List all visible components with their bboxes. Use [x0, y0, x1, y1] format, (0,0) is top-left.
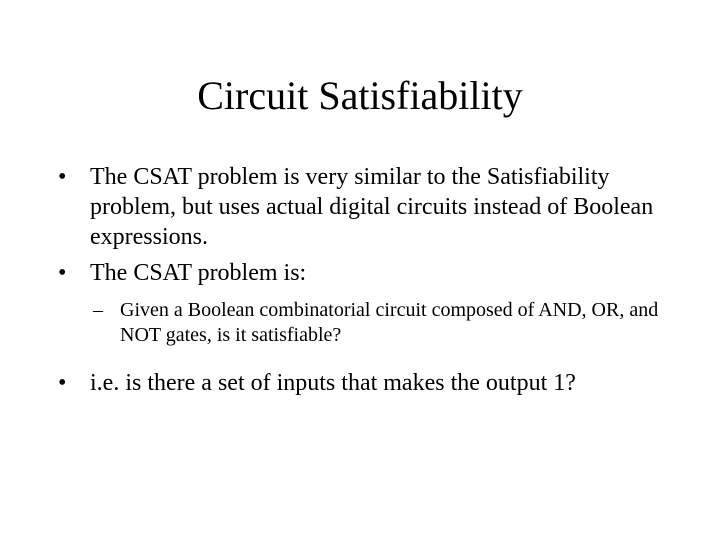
bullet-item [58, 368, 698, 398]
sub-bullet-item [58, 298, 698, 348]
sub-bullet-marker: – [93, 299, 103, 321]
sub-bullet-text: Given a Boolean combinatorial circuit composed of AND, OR, and NOT gates, is it satisfiable? [120, 299, 659, 346]
bullet-text: The CSAT problem is: [90, 260, 307, 286]
bullet-item [58, 162, 698, 252]
bullet-text: i.e. is there a set of inputs that makes the output 1? [90, 370, 576, 396]
bullet-marker: • [58, 164, 67, 190]
bullet-marker: • [58, 370, 67, 396]
bullet-list [58, 162, 698, 404]
bullet-item [58, 258, 698, 288]
bullet-text: The CSAT problem is very similar to the Satisfiability problem, but uses actual digital circuits instead of Boolean expressions. [90, 164, 654, 250]
bullet-marker: • [58, 260, 67, 286]
slide-title: Circuit Satisfiability [197, 73, 523, 118]
